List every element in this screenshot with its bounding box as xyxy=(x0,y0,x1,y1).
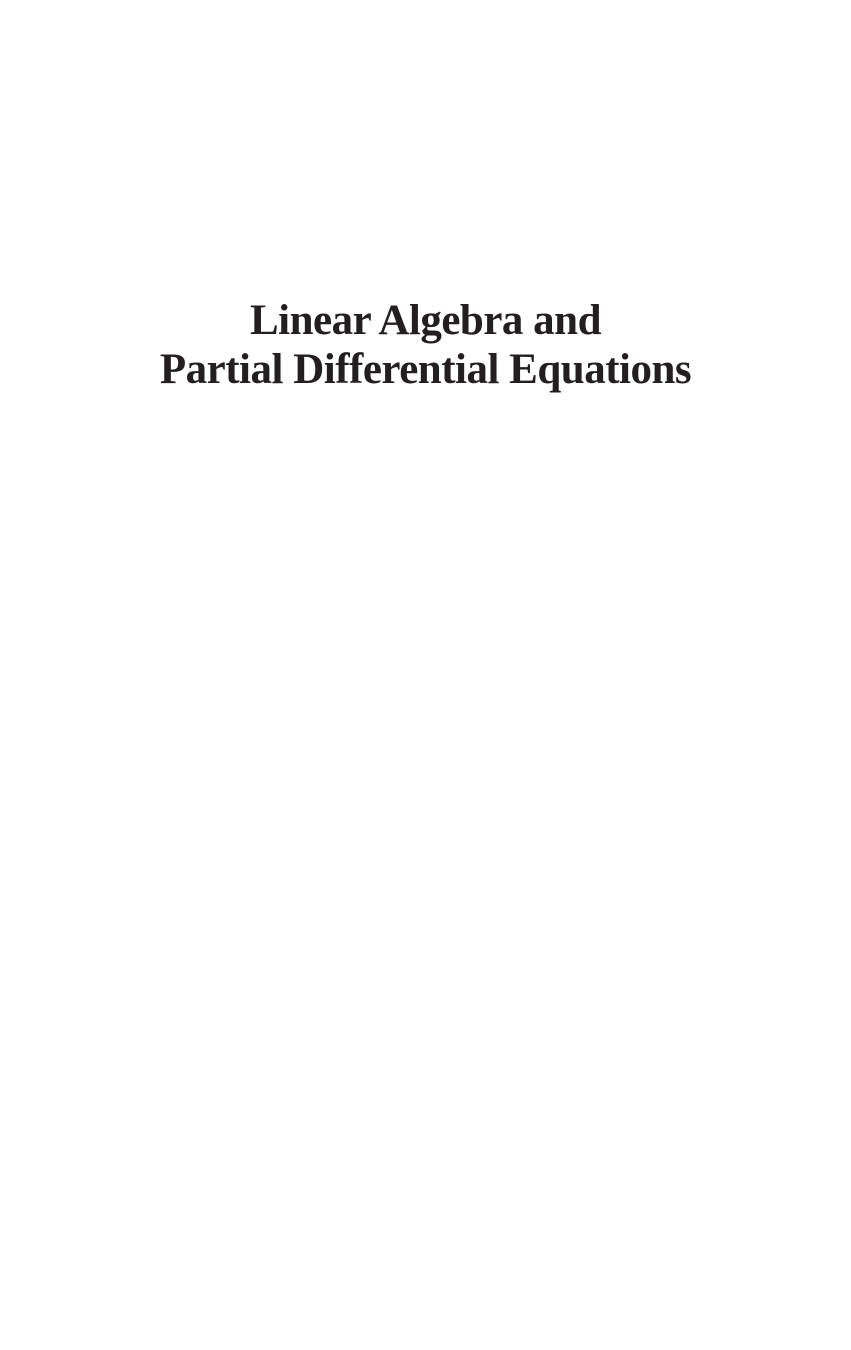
book-title xyxy=(0,296,851,394)
book-title-line-1: Linear Algebra and xyxy=(250,297,601,344)
book-title-line-2: Partial Differential Equations xyxy=(159,346,692,393)
title-block xyxy=(0,296,851,394)
